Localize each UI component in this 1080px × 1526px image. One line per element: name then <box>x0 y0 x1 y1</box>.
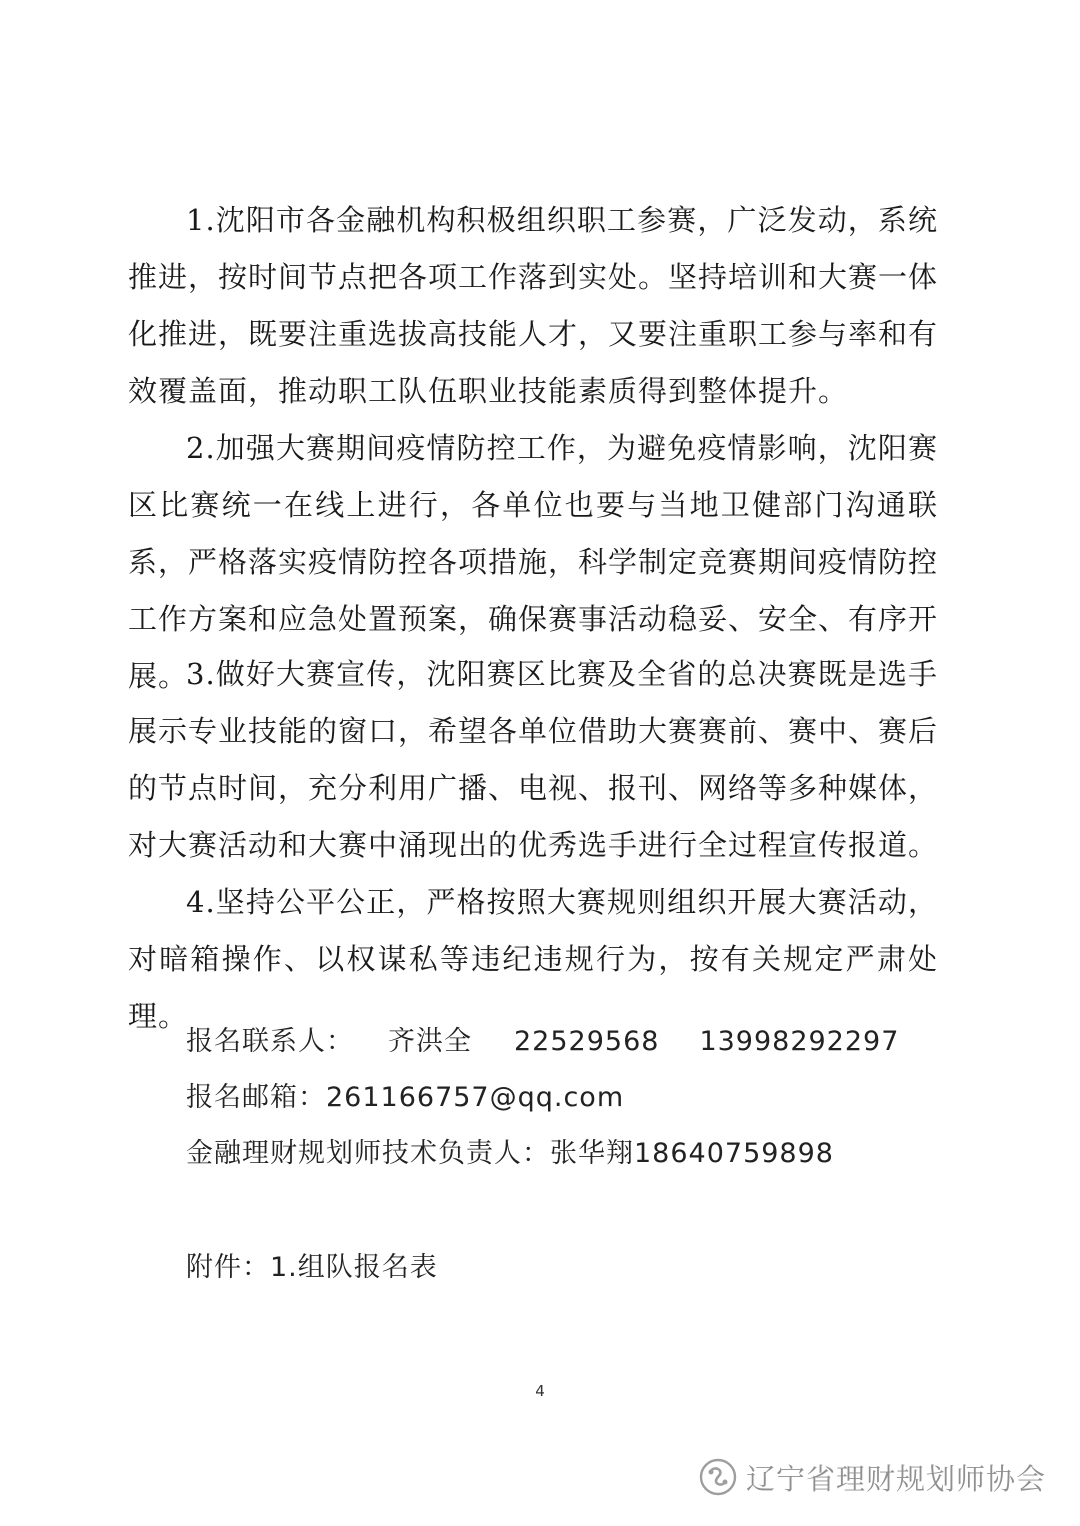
page-number: 4 <box>535 1382 545 1400</box>
attachment-value: 1.组队报名表 <box>270 1252 438 1283</box>
paragraph-1: 1.沈阳市各金融机构积极组织职工参赛，广泛发动，系统推进，按时间节点把各项工作落到实处。坚持培训和大赛一体化推进，既要注重选拔高技能人才，又要注重职工参与率和有效覆盖面，推动职工队伍职业技能素质得到整体提升。 <box>128 203 939 408</box>
tech-contact-mobile: 18640759898 <box>634 1138 834 1169</box>
email-label: 报名邮箱： <box>186 1082 326 1113</box>
tech-contact-name: 张华翔 <box>550 1138 634 1169</box>
watermark <box>698 1455 1046 1499</box>
contact-phone: 22529568 <box>514 1026 660 1057</box>
technical-contact-line <box>186 1134 834 1174</box>
contact-mobile: 13998292297 <box>699 1026 900 1057</box>
contact-name: 齐洪全 <box>388 1026 472 1057</box>
contact-label: 报名联系人： <box>186 1026 354 1057</box>
tech-contact-label: 金融理财规划师技术负责人： <box>186 1138 550 1169</box>
wechat-official-account-icon <box>698 1457 738 1497</box>
registration-contact-line <box>186 1022 899 1062</box>
paragraph-4: 4.坚持公平公正，严格按照大赛规则组织开展大赛活动，对暗箱操作、以权谋私等违纪违规行为，按有关规定严肃处理。 <box>128 885 938 1033</box>
attachment-line <box>186 1248 438 1288</box>
email-value: 261166757@qq.com <box>326 1082 625 1113</box>
paragraph-3: 3.做好大赛宣传，沈阳赛区比赛及全省的总决赛既是选手展示专业技能的窗口，希望各单位借助大赛赛前、赛中、赛后的节点时间，充分利用广播、电视、报刊、网络等多种媒体，对大赛活动和大赛中涌现出的优秀选手进行全过程宣传报道。 <box>128 657 939 862</box>
attachment-label: 附件： <box>186 1252 270 1283</box>
watermark-text: 辽宁省理财规划师协会 <box>745 1461 1046 1496</box>
registration-email-line <box>186 1078 624 1118</box>
paragraph-2: 2.加强大赛期间疫情防控工作，为避免疫情影响，沈阳赛区比赛统一在线上进行，各单位也要与当地卫健部门沟通联系，严格落实疫情防控各项措施，科学制定竞赛期间疫情防控工作方案和应急处置预案，确保赛事活动稳妥、安全、有序开展。 <box>128 431 939 693</box>
